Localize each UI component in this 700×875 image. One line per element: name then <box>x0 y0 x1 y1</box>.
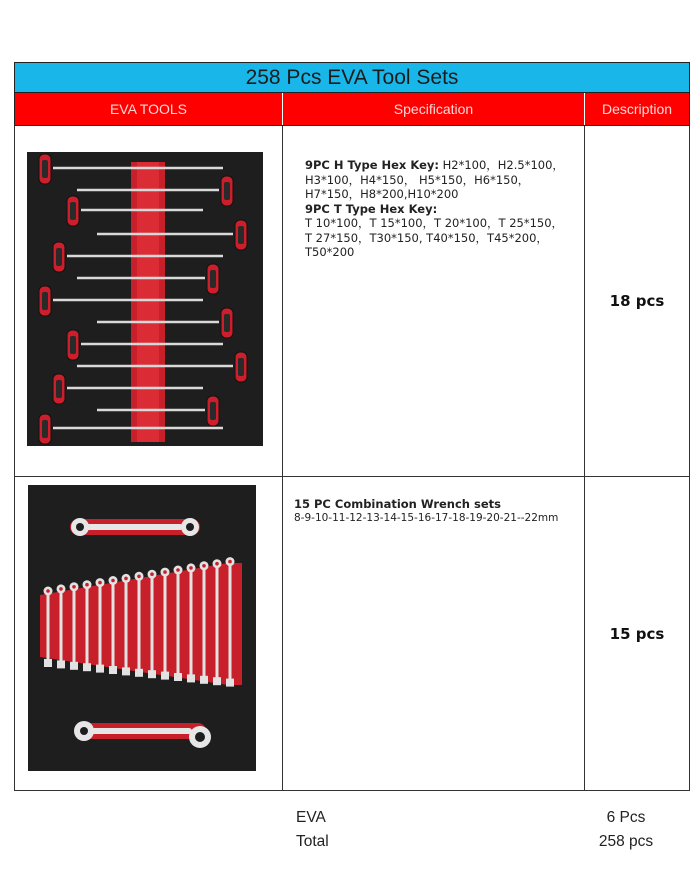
h-type-line3: H7*150，H8*200,H10*200 <box>305 187 459 201</box>
wrench-open-end <box>187 674 195 682</box>
wrench-description-cell <box>585 477 689 790</box>
wrench-ring-hole <box>46 589 50 593</box>
footer-value-eva: 6 Pcs <box>606 809 646 826</box>
hex-key-grip <box>56 248 62 266</box>
footer-value-total: 258 pcs <box>598 833 654 850</box>
hex-key-grip <box>210 270 216 288</box>
wrench-open-end <box>148 670 156 678</box>
wrench-sizes: 8-9-10-11-12-13-14-15-16-17-18-19-20-21--22mm <box>294 512 559 524</box>
hex-key-grip <box>42 292 48 310</box>
wrench-set-title: 15 PC Combination Wrench sets <box>294 497 501 511</box>
wrench-tray-cell <box>15 477 283 790</box>
wrench-open-end <box>109 666 117 674</box>
hex-key-description-cell <box>585 126 689 476</box>
wrench-open-end <box>161 672 169 680</box>
wrench-spec-text <box>294 497 579 525</box>
wrench-ring-hole <box>215 562 219 566</box>
hex-key-grip <box>70 202 76 220</box>
table-row-hex-keys <box>14 126 690 477</box>
wrench-open-end <box>135 669 143 677</box>
h-type-title: 9PC H Type Hex Key: <box>305 158 439 172</box>
wrench-ring-hole <box>189 566 193 570</box>
hex-key-spec-text <box>305 158 575 260</box>
wrench-open-end <box>96 665 104 673</box>
table-row-wrenches <box>14 477 690 791</box>
wrench-tray-image <box>28 485 256 771</box>
wrench-ring-hole <box>228 560 232 564</box>
wrench-ring-hole <box>202 564 206 568</box>
hex-key-grip <box>238 226 244 244</box>
wrench-ring-hole <box>111 579 115 583</box>
wrench-ring-hole <box>72 585 76 589</box>
header-specification: Specification <box>283 93 585 125</box>
footer-line-eva <box>296 806 666 830</box>
t-type-line2: T 27*150，T30*150, T40*150，T45*200， <box>305 230 548 245</box>
wrench-ring-hole <box>176 568 180 572</box>
wrench-open-end <box>57 660 65 668</box>
hex-key-grip <box>224 182 230 200</box>
footer-label-total: Total <box>296 833 329 850</box>
wrench-open-end <box>174 673 182 681</box>
hex-key-tray-cell <box>15 126 283 476</box>
wrench-ring-hole <box>150 572 154 576</box>
hex-key-grip <box>70 336 76 354</box>
table-title: 258 Pcs EVA Tool Sets <box>245 65 459 89</box>
wrench-quantity: 15 pcs <box>609 624 665 643</box>
wrench-open-end <box>83 663 91 671</box>
hex-key-grip <box>42 420 48 438</box>
h-type-line2: H3*100，H4*150， H5*150，H6*150， <box>305 172 530 187</box>
wrench-ring-hole <box>124 577 128 581</box>
footer-line-total <box>296 830 666 854</box>
wrench-ring-hole <box>163 570 167 574</box>
h-type-line1: H2*100，H2.5*100， <box>438 158 564 172</box>
hex-key-grip <box>224 314 230 332</box>
hex-key-tray-image <box>27 152 263 446</box>
hex-key-quantity: 18 pcs <box>609 292 665 310</box>
header-eva-tools: EVA TOOLS <box>15 93 283 125</box>
wrench-ring-hole <box>137 575 141 579</box>
wrench-open-end <box>70 662 78 670</box>
wrench-open-end <box>226 679 234 687</box>
header-description: Description <box>601 101 673 117</box>
wrench-open-end <box>44 659 52 667</box>
totals-footer <box>296 806 666 854</box>
hex-key-grip <box>42 160 48 178</box>
wrench-open-end <box>213 677 221 685</box>
t-type-title: 9PC T Type Hex Key: <box>305 201 438 216</box>
hex-key-spec-cell <box>283 126 585 476</box>
footer-label-eva: EVA <box>296 809 326 826</box>
wrench-ring-hole <box>59 587 63 591</box>
wrench-open-end <box>122 667 130 675</box>
tool-set-table <box>14 62 690 791</box>
wrench-open-end <box>200 676 208 684</box>
table-header-row <box>14 93 690 126</box>
table-title-row <box>14 62 690 93</box>
hex-key-grip <box>56 380 62 398</box>
wrench-spec-cell <box>283 477 585 790</box>
t-type-line1: T 10*100，T 15*100，T 20*100，T 25*150， <box>305 216 564 230</box>
hex-key-grip <box>238 358 244 376</box>
wrench-ring-hole <box>98 581 102 585</box>
wrench-ring-hole <box>85 583 89 587</box>
hex-key-grip <box>210 402 216 420</box>
t-type-line3: T50*200 <box>305 245 355 259</box>
